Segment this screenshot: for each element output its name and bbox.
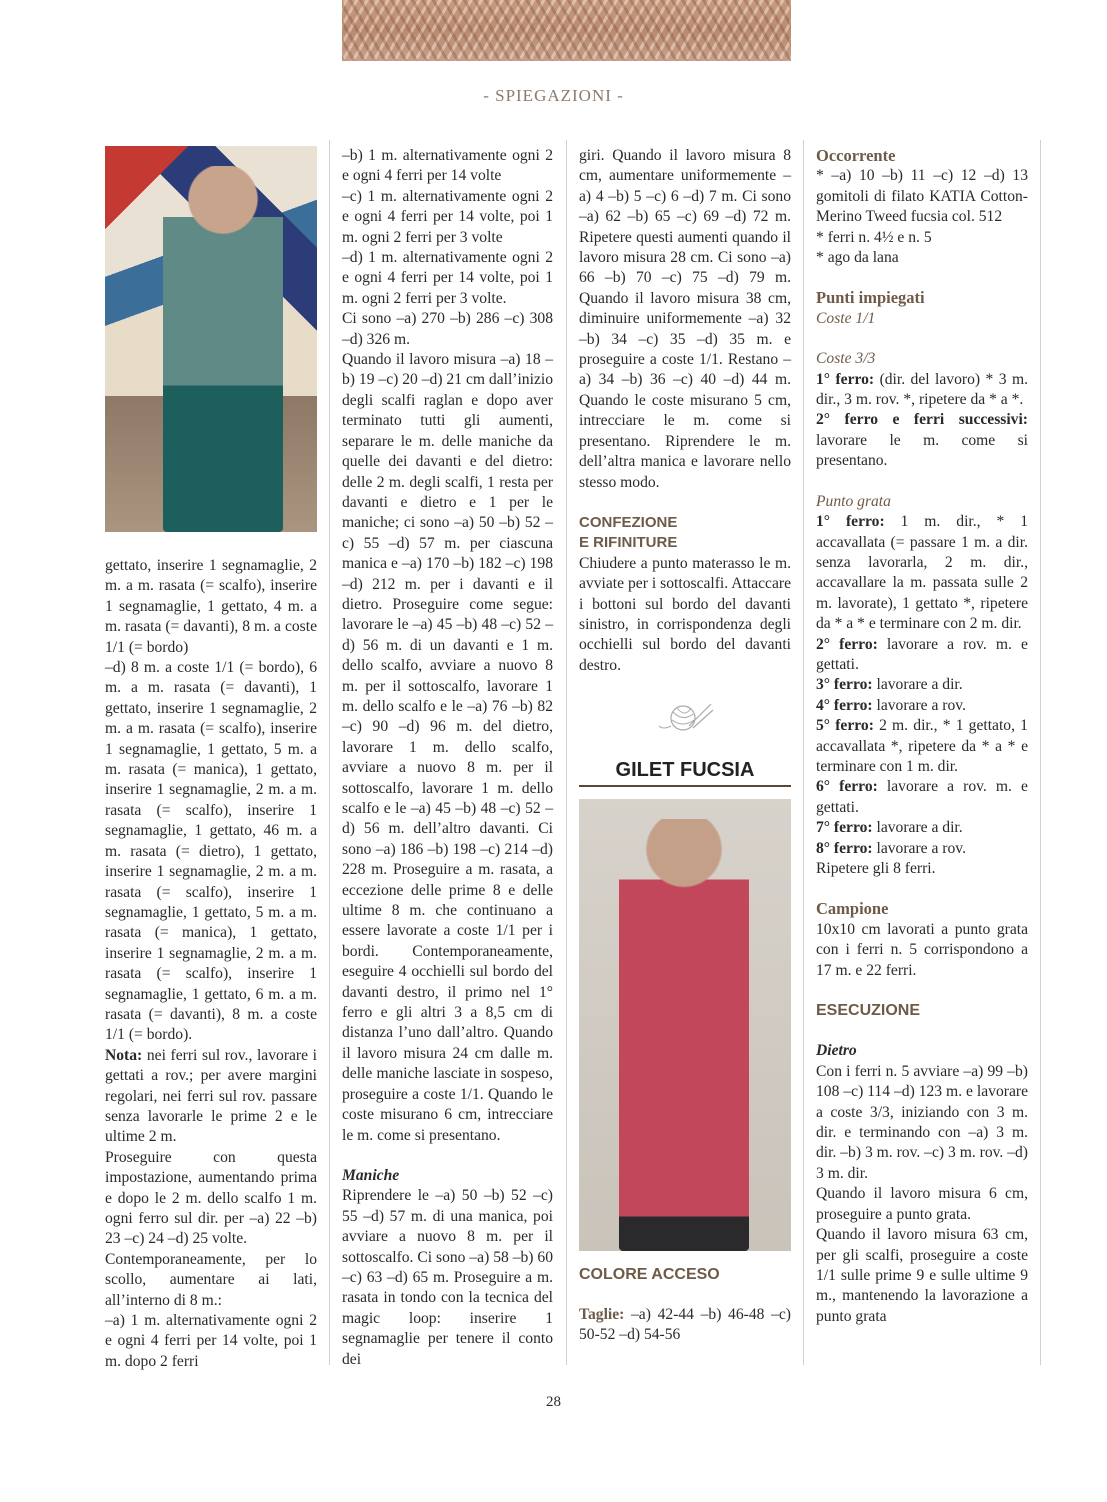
paragraph (816, 370, 1028, 411)
paragraph: Con i ferri n. 5 avviare –a) 99 –b) 108 –c) 114 –d) 123 m. e lavorare a coste 3/3, iniziando con 3 m. dir. e terminando con –a) 3 m. dir. –b) 3 m. rov. –c) 3 m. rov. –d) 3 m. dir. (816, 1062, 1028, 1182)
paragraph (816, 777, 1028, 818)
row-label: 1° ferro: (816, 370, 875, 388)
paragraph: –d) 8 m. a coste 1/1 (= bordo), 6 m. a m. rasata (= davanti), 1 gettato, inserire 1 segnamaglie, 2 m. a m. rasata (= scalfo), inserire 1 segnamaglie, 1 gettato, 5 m. a m. rasata (= manica), 1 gettato, inserire 1 segnamaglie, 2 m. a m. rasata (= scalfo), inserire 1 segnamaglie, 1 gettato, 46 m. a m. rasata (= dietro), 1 gettato, inserire 1 segnamaglie, 2 m. a m. rasata (= scalfo), inserire 1 segnamaglie, 1 gettato, 5 m. a m. rasata (= manica), 1 gettato, inserire 1 segnamaglie, 2 m. a m. rasata (= scalfo), inserire 1 segnamaglie, 1 gettato, 6 m. a m. rasata (= davanti), 8 m. a coste 1/1 (= bordo). (105, 659, 317, 1044)
column-divider (803, 140, 804, 1365)
paragraph: –d) 1 m. alternativamente ogni 2 e ogni 4 ferri per 14 volte, poi 1 m. ogni 2 ferri per 3 volte. (342, 249, 553, 307)
paragraph (816, 512, 1028, 634)
note-text: nei ferri sul rov., lavorare i gettati a rov.; per avere margini regolari, nei ferri sul rov. passare senza lavorarle le prime 2 e le ultime 2 m. (105, 1046, 317, 1146)
column-4 (816, 146, 1028, 1327)
row-text: 2 m. dir., * 1 gettato, 1 accavallata *, ripetere da * a * e terminare con 1 m. dir. (816, 717, 1028, 775)
paragraph (816, 635, 1028, 676)
note-paragraph (105, 1046, 317, 1148)
coste-1-1-heading: Coste 1/1 (816, 309, 876, 327)
spacer (579, 493, 791, 513)
row-text: 1 m. dir., * 1 accavallata (= passare 1 m. a dir. senza lavorarla, 2 m. dir., accavallare la m. passata sulle 2 m. lavorate), 1 gettato *, ripetere da * a * e terminare con 2 m. dir. (816, 513, 1028, 633)
punti-heading: Punti impiegati (816, 288, 925, 308)
model-figure (619, 819, 749, 1251)
esecuzione-heading: ESECUZIONE (816, 1002, 921, 1020)
row-text: lavorare le m. come si presentano. (816, 431, 1028, 470)
row-text: lavorare a dir. (872, 819, 963, 837)
yarn-ball-icon (655, 696, 715, 736)
spacer (816, 1021, 1028, 1041)
spacer (816, 981, 1028, 1001)
row-label: 8° ferro: (816, 839, 873, 857)
column-1 (105, 146, 317, 1372)
spacer (816, 329, 1028, 349)
row-text: (dir. del lavoro) * 3 m. dir., 3 m. rov. *, ripetere da * a *. (816, 370, 1028, 409)
taglie-paragraph (579, 1305, 791, 1346)
paragraph: 10x10 cm lavorati a punto grata con i ferri n. 5 corrispondono a 17 m. e 22 ferri. (816, 920, 1028, 979)
list-item: * ago da lana (816, 249, 899, 267)
paragraph: Quando il lavoro misura –a) 18 –b) 19 –c) 20 –d) 21 cm dall’inizio degli scalfi raglan e dopo aver terminato tutti gli aumenti, separare le m. delle maniche da quelle dei davanti e del dietro: delle 2 m. degli scalfi, 1 resta per davanti e dietro e 1 per le maniche; ci sono –a) 50 –b) 52 –c) 55 –d) 57 m. per ciascuna manica e –a) 170 –b) 182 –c) 198 –d) 212 m. per i davanti e il dietro. Proseguire come segue: lavorare le –a) 45 –b) 48 –c) 52 –d) 56 m. di un davanti e 1 m. dello scalfo, avviare a nuovo 8 m. per il sottoscalfo, lavorare 1 m. dello scalfo e le –a) 76 –b) 82 –c) 90 –d) 96 m. del dietro, lavorare 1 m. dello scalfo, avviare a nuovo 8 m. per il sottoscalfo, lavorare 1 m. dello scalfo e le –a) 45 –b) 48 –c) 52 –d) 56 m. dell’altro davanti. Ci sono –a) 186 –b) 198 –c) 214 –d) 228 m. Proseguire a m. rasata, a eccezione delle prime 8 e delle ultime 8 m. che continuano a essere lavorate a coste 1/1 per i bordi. Contemporaneamente, eseguire 4 occhielli sul bordo del davanti destro, il primo nel 1° ferro e gli altri 3 a 8,5 cm di distanza l’uno dall’altro. Quando il lavoro misura 24 cm dalle m. delle maniche lasciate in sospeso, proseguire a coste 1/1. Quando le coste misurano 6 cm, intrecciare le m. come si presentano. (342, 351, 553, 1144)
model-figure (163, 166, 283, 532)
spacer (816, 472, 1028, 492)
column-divider (566, 140, 567, 1365)
spacer (579, 1285, 791, 1305)
row-label: 2° ferro e ferri successivi: (816, 411, 1028, 429)
column-divider (329, 140, 330, 1365)
occorrente-heading: Occorrente (816, 146, 896, 165)
row-label: 3° ferro: (816, 676, 873, 694)
heading-line: E RIFINITURE (579, 534, 678, 552)
header-knit-banner (342, 0, 791, 61)
punto-grata-heading: Punto grata (816, 492, 891, 510)
column-3 (579, 146, 791, 1346)
paragraph (816, 839, 1028, 859)
row-text: lavorare a rov. m. e gettati. (816, 635, 1028, 673)
paragraph: –a) 1 m. alternativamente ogni 2 e ogni 4 ferri per 14 volte, poi 1 m. dopo 2 ferri (105, 1312, 317, 1370)
row-text: lavorare a rov. m. e gettati. (816, 778, 1028, 816)
spacer (342, 1146, 553, 1166)
column-divider (1040, 140, 1041, 1365)
paragraph: giri. Quando il lavoro misura 8 cm, aumentare uniformemente –a) 4 –b) 5 –c) 6 –d) 7 m. Ci sono –a) 62 –b) 65 –c) 69 –d) 72 m. Ripetere questi aumenti quando il lavoro misura 28 cm. Ci sono –a) 66 –b) 70 –c) 75 –d) 79 m. Quando il lavoro misura 38 cm, diminuire uniformemente –a) 32 –b) 34 –c) 35 –d) 35 m. e proseguire a coste 1/1. Restano –a) 34 –b) 36 –c) 40 –d) 44 m. Quando le coste misurano 5 cm, intrecciare le m. come si presentano. Riprendere le m. dell’altra manica e lavorare nello stesso modo. (579, 147, 791, 491)
paragraph: Proseguire con questa impostazione, aumentando prima e dopo le 2 m. dello scalfo 1 m. ogni ferro sul dir. per –a) 22 –b) 23 –c) 24 –d) 25 volte. (105, 1148, 317, 1248)
spacer (816, 268, 1028, 288)
paragraph: Contemporaneamente, per lo scollo, aumentare ai lati, all’interno di 8 m.: (105, 1250, 317, 1309)
paragraph: Ripetere gli 8 ferri. (816, 860, 936, 877)
paragraph: Quando il lavoro misura 6 cm, proseguire a punto grata. (816, 1185, 1028, 1223)
paragraph: Ci sono –a) 270 –b) 286 –c) 308 –d) 326 m. (342, 310, 553, 348)
page-number: 28 (546, 1394, 561, 1410)
paragraph: Chiudere a punto materasso le m. avviate per i sottoscalfi. Attaccare i bottoni sul bordo del davanti sinistro, in corrispondenza degli occhielli sul bordo del davanti destro. (579, 554, 791, 674)
row-label: 1° ferro: (816, 513, 885, 531)
row-label: 6° ferro: (816, 778, 878, 796)
row-label: 7° ferro: (816, 819, 873, 837)
confezione-heading (579, 513, 791, 554)
paragraph (816, 716, 1028, 777)
list-item: * –a) 10 –b) 11 –c) 12 –d) 13 gomitoli di filato KATIA Cotton-Merino Tweed fucsia col. 512 (816, 167, 1028, 226)
row-label: 4° ferro: (816, 696, 873, 714)
colore-heading: COLORE ACCESO (579, 1265, 720, 1283)
paragraph: gettato, inserire 1 segnamaglie, 2 m. a m. rasata (= scalfo), inserire 1 segnamaglie, 1 gettato, 4 m. a m. rasata (= davanti), 8 m. a coste 1/1 (= bordo) (105, 557, 317, 656)
taglie-label: Taglie: (579, 1305, 625, 1323)
paragraph: –c) 1 m. alternativamente ogni 2 e ogni 4 ferri per 14 volte, poi 1 m. ogni 2 ferri per 3 volte (342, 187, 553, 246)
gilet-title: GILET FUCSIA (579, 760, 791, 786)
row-text: lavorare a dir. (872, 676, 963, 694)
row-text: lavorare a rov. (872, 696, 966, 714)
list-item: * ferri n. 4½ e n. 5 (816, 228, 932, 246)
column-2 (342, 146, 553, 1370)
paragraph: Riprendere le –a) 50 –b) 52 –c) 55 –d) 57 m. di una manica, poi avviare a nuovo 8 m. per il sottoscalfo. Ci sono –a) 58 –b) 60 –c) 63 –d) 65 m. Proseguire a m. rasata in tondo con la tecnica del magic loop: inserire 1 segnamaglie per tenere il conto dei (342, 1187, 553, 1368)
row-text: lavorare a rov. (872, 839, 966, 857)
dietro-heading: Dietro (816, 1042, 857, 1060)
campione-heading: Campione (816, 899, 889, 919)
paragraph (816, 410, 1028, 471)
note-label: Nota: (105, 1046, 143, 1064)
coste-3-3-heading: Coste 3/3 (816, 350, 876, 368)
maniche-heading: Maniche (342, 1166, 400, 1184)
row-label: 5° ferro: (816, 717, 874, 735)
spacer (816, 879, 1028, 899)
gilet-photo (579, 799, 791, 1251)
paragraph: –b) 1 m. alternativamente ogni 2 e ogni 4 ferri per 14 volte (342, 147, 553, 185)
paragraph (816, 818, 1028, 838)
paragraph (816, 675, 1028, 695)
heading-line: CONFEZIONE (579, 513, 678, 531)
section-title: - SPIEGAZIONI - (483, 86, 624, 105)
taglie-text: –a) 42-44 –b) 46-48 –c) 50-52 –d) 54-56 (579, 1305, 791, 1344)
row-label: 2° ferro: (816, 635, 878, 653)
paragraph (816, 696, 1028, 716)
cardigan-photo (105, 146, 317, 532)
paragraph: Quando il lavoro misura 63 cm, per gli scalfi, proseguire a coste 1/1 sulle prime 9 e sulle ultime 9 m., mantenendo la lavorazione a punto grata (816, 1226, 1028, 1325)
